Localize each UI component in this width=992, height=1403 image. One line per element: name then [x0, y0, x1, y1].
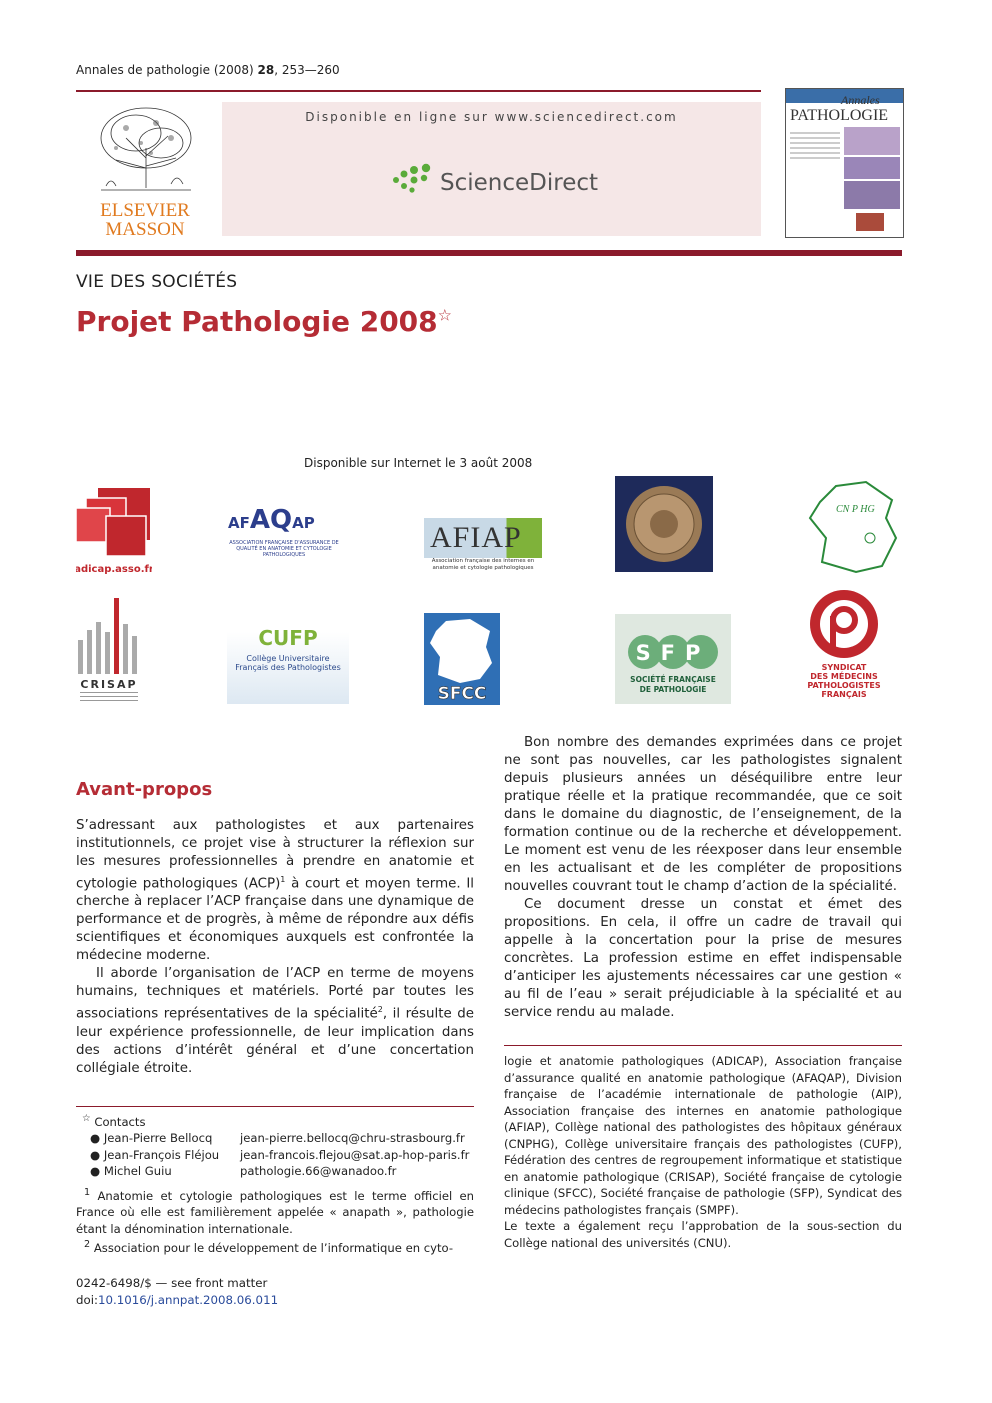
- cover-image-1: [844, 127, 900, 155]
- footnote-rule: [504, 1045, 902, 1046]
- contact-email[interactable]: pathologie.66@wanadoo.fr: [240, 1164, 397, 1179]
- svg-text:PATHOLOGISTES: PATHOLOGISTES: [807, 681, 881, 690]
- doi-link[interactable]: 10.1016/j.annpat.2008.06.011: [97, 1293, 279, 1307]
- svg-text:SFP: SFP: [635, 641, 711, 665]
- header-rule: [76, 90, 761, 92]
- cover-image-3: [844, 181, 900, 209]
- footnotes-right: [504, 1053, 902, 1251]
- cover-lines: [790, 129, 840, 189]
- svg-text:SOCIÉTÉ FRANÇAISE: SOCIÉTÉ FRANÇAISE: [630, 675, 716, 684]
- svg-text:CN P HG: CN P HG: [836, 504, 875, 515]
- smpf-logo: [800, 590, 904, 706]
- aip-medal-logo: [615, 476, 713, 572]
- right-column: [504, 734, 902, 1022]
- doi-line: doi:10.1016/j.annpat.2008.06.011: [76, 1293, 279, 1307]
- cover-script: Annales: [841, 93, 880, 107]
- contacts-heading: ☆ Contacts: [82, 1113, 146, 1129]
- svg-text:adicap.asso.fr: adicap.asso.fr: [76, 564, 152, 574]
- afaqap-logo: AFAQAP ASSOCIATION FRANÇAISE D'ASSURANCE DE QUALITÉ EN ANATOMIE ET CYTOLOGIE PATHOLOGIQUES: [228, 505, 339, 558]
- paragraph: Ce document dresse un constat et émet des propositions. En cela, il offre un cadre de travail qui appelle à la concertation pour la prise de mesures concrètes. La profession estime en effet indispensable d’anticiper les ajustements nécessaires car une gestion « au fil de l’eau » serait préjudiciable à la spécialité et au service rendu au malade.: [504, 897, 902, 1020]
- sd-available-text: Disponible en ligne sur www.sciencedirect.com: [305, 110, 678, 124]
- contact-row: ● Jean-Pierre Bellocq jean-pierre.bellocq@chru-strasbourg.fr: [90, 1131, 465, 1146]
- footnote-2-continued: logie et anatomie pathologiques (ADICAP), Association française d’assurance qualité en anatomie pathologique (AFAQAP), Division française de l’académie internationale de pathologie (AIP), Association française des internes en anatomie pathologique (AFIAP), Collège national des pathologistes des hôpitaux généraux (CNPHG), Collège universitaire français des pathologistes (CUFP), Fédération des centres de regroupement informatique et statistique en anatomie pathologique (CRISAP), Société française de cytologie clinique (SFCC), Société française de pathologie (SFP), Syndicat des médecins pathologistes français (SMPF).: [504, 1054, 902, 1217]
- footnote-2-approval: Le texte a également reçu l’approbation de la sous-section du Collège national des universités (CNU).: [504, 1219, 902, 1250]
- cover-title: PATHOLOGIE: [790, 107, 889, 124]
- sciencedirect-dots-icon: [393, 164, 430, 193]
- contact-row: ● Michel Guiu pathologie.66@wanadoo.fr: [90, 1164, 397, 1179]
- journal-reference: Annales de pathologie (2008) 28, 253—260: [76, 63, 340, 77]
- elsevier-tree-icon: [76, 98, 214, 238]
- footnote-rule: [76, 1106, 474, 1107]
- sfp-logo: [615, 614, 731, 704]
- svg-text:DES MÉDECINS: DES MÉDECINS: [810, 672, 878, 681]
- contact-email[interactable]: jean-pierre.bellocq@chru-strasbourg.fr: [240, 1131, 465, 1146]
- paragraph: S’adressant aux pathologistes et aux partenaires institutionnels, ce projet vise à structurer la réflexion sur les mesures professionnelles à prendre en anatomie et cytologie pathologiques (ACP)$^1$ à court et moyen terme. Il cherche à replacer l’ACP française dans une dynamique de performance et de progrès, à même de répondre aux défis scientifiques et économiques auxquels est confrontée la médecine moderne.: [76, 818, 474, 964]
- section-label: VIE DES SOCIÉTÉS: [76, 272, 238, 292]
- left-column: [76, 817, 474, 1078]
- elsevier-masson-logo: [76, 98, 214, 238]
- paragraph: Bon nombre des demandes exprimées dans ce projet ne sont pas nouvelles, car les pathologistes signalent depuis plusieurs années un déséquilibre entre leur pratique réelle et la pratique recommandée, que ce soit dans le domaine du diagnostic, de l’enseignement, de la formation continue ou de la recherche et développement. Le moment est venu de les réexposer dans leur ensemble en les actualisant et de les compléter de propositions nouvelles couvrant tout le champ d’action de la spécialité.: [504, 735, 902, 894]
- svg-text:FRANÇAIS: FRANÇAIS: [821, 690, 867, 699]
- sciencedirect-logo: [390, 160, 600, 198]
- contact-email[interactable]: jean-francois.flejou@sat.ap-hop-paris.fr: [240, 1147, 470, 1162]
- available-online-date: Disponible sur Internet le 3 août 2008: [304, 456, 533, 470]
- article-title: Projet Pathologie 2008☆: [76, 305, 452, 338]
- publisher-line1: ELSEVIER: [100, 200, 190, 221]
- cufp-logo: CUFP Collège Universitaire Français des Pathologistes: [227, 614, 349, 704]
- publisher-line2: MASSON: [105, 219, 185, 238]
- article-footer: [76, 1275, 278, 1309]
- cnphg-logo: [806, 478, 902, 574]
- footnotes-left: [76, 1111, 474, 1257]
- contacts-list: [76, 1130, 474, 1180]
- cover-image-2: [844, 157, 900, 179]
- footnote-1: $^1$ Anatomie et cytologie pathologiques est le terme officiel en France où elle est familièrement appelée « anapath », pathologie étant la dénomination internationale.: [76, 1186, 475, 1236]
- sd-brand: ScienceDirect: [440, 170, 599, 196]
- afiap-logo: AFIAP Association française des internes en anatomie et cytologie pathologiques: [424, 518, 542, 574]
- sfcc-logo: [424, 613, 500, 705]
- svg-text:CRISAP: CRISAP: [80, 678, 138, 691]
- sciencedirect-banner: [222, 102, 761, 236]
- issn-line: 0242-6498/$ — see front matter: [76, 1276, 268, 1290]
- paragraph: Il aborde l’organisation de l’ACP en terme de moyens humains, techniques et matériels. Porté par toutes les associations représentatives de la spécialité$^2$, il résulte de leur expérience professionnelle, de leur implication dans des actions d’intérêt général et d’une concertation collégiale étroite.: [76, 966, 475, 1076]
- cover-seal: [856, 213, 884, 231]
- footnote-2: $^2$ Association pour le développement de l’informatique en cyto-: [84, 1239, 454, 1256]
- svg-text:SYNDICAT: SYNDICAT: [821, 663, 867, 672]
- title-rule: [76, 250, 902, 256]
- contact-row: ● Jean-François Fléjou jean-francois.flejou@sat.ap-hop-paris.fr: [90, 1147, 470, 1162]
- svg-text:DE PATHOLOGIE: DE PATHOLOGIE: [639, 685, 707, 694]
- journal-cover: [785, 88, 904, 238]
- crisap-logo: [76, 596, 142, 704]
- adicap-logo: [76, 486, 152, 574]
- section-heading: Avant-propos: [76, 779, 213, 800]
- svg-text:SFCC: SFCC: [437, 684, 487, 704]
